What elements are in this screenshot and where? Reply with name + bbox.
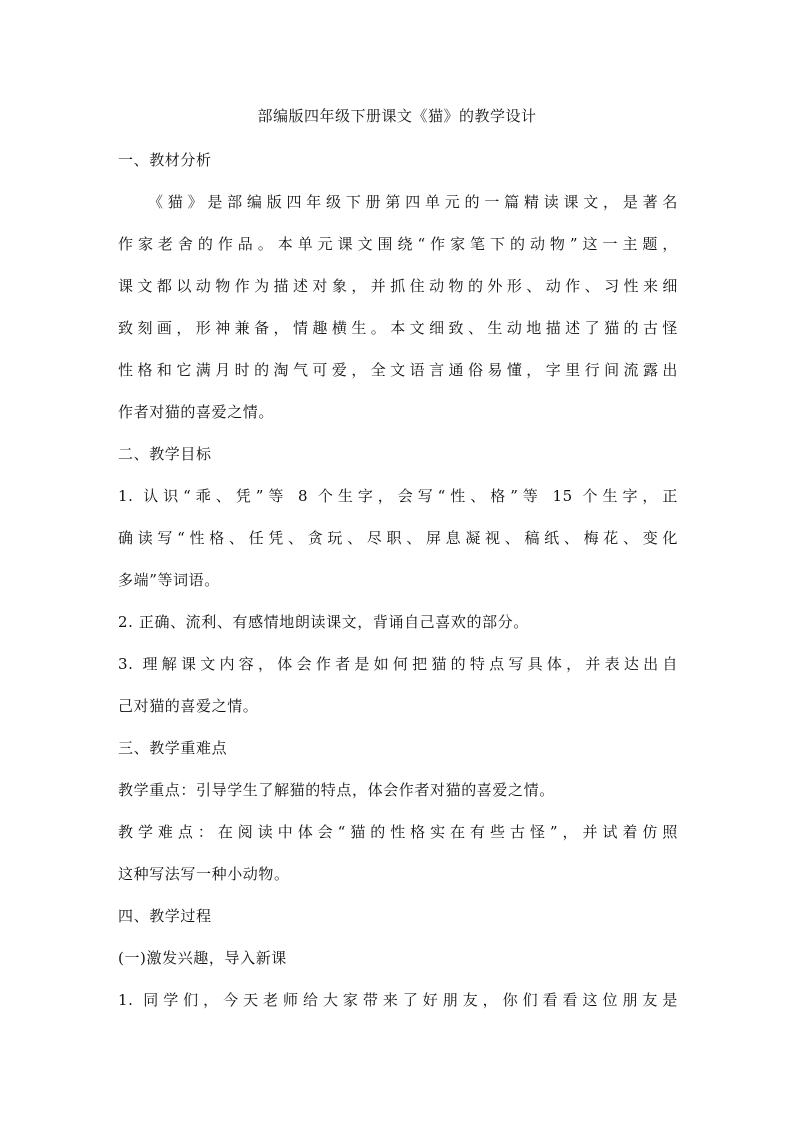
paragraph-line: 作家老舍的作品。本单元课文围绕“作家笔下的动物”这一主题， xyxy=(118,235,678,253)
paragraph-line: 教学难点：在阅读中体会“猫的性格实在有些古怪”，并试着仿照 xyxy=(118,823,678,841)
paragraph-line: 这种写法写一种小动物。 xyxy=(118,865,290,883)
paragraph-line: 性格和它满月时的淘气可爱，全文语言通俗易懂，字里行间流露出 xyxy=(118,361,678,379)
section-heading-objectives: 二、教学目标 xyxy=(118,445,212,463)
paragraph-line: 课文都以动物作为描述对象，并抓住动物的外形、动作、习性来细 xyxy=(118,277,678,295)
paragraph-line: 《猫》是部编版四年级下册第四单元的一篇精读课文，是著名 xyxy=(148,193,678,211)
section-heading-process: 四、教学过程 xyxy=(118,907,212,925)
paragraph-line: 1. 认识“乖、凭”等 8 个生字，会写“性、格”等 15 个生字，正 xyxy=(118,487,678,505)
paragraph-line: 确读写“性格、任凭、贪玩、尽职、屏息凝视、稿纸、梅花、变化 xyxy=(118,529,678,547)
paragraph-line: 作者对猫的喜爱之情。 xyxy=(118,403,275,421)
paragraph-line: 1. 同学们，今天老师给大家带来了好朋友，你们看看这位朋友是 xyxy=(118,991,678,1009)
section-heading-materials: 一、教材分析 xyxy=(118,151,212,169)
subsection-heading: (一)激发兴趣，导入新课 xyxy=(118,949,287,967)
section-heading-key-points: 三、教学重难点 xyxy=(118,739,228,757)
paragraph-line: 2. 正确、流利、有感情地朗读课文，背诵自己喜欢的部分。 xyxy=(118,613,529,631)
paragraph-line: 致刻画，形神兼备，情趣横生。本文细致、生动地描述了猫的古怪 xyxy=(118,319,678,337)
paragraph-line: 教学重点：引导学生了解猫的特点，体会作者对猫的喜爱之情。 xyxy=(118,781,555,799)
paragraph-line: 己对猫的喜爱之情。 xyxy=(118,697,259,715)
paragraph-line: 3. 理解课文内容，体会作者是如何把猫的特点写具体，并表达出自 xyxy=(118,655,678,673)
paragraph-line: 多端”等词语。 xyxy=(118,571,220,589)
document-title: 部编版四年级下册课文《猫》的教学设计 xyxy=(257,107,537,125)
